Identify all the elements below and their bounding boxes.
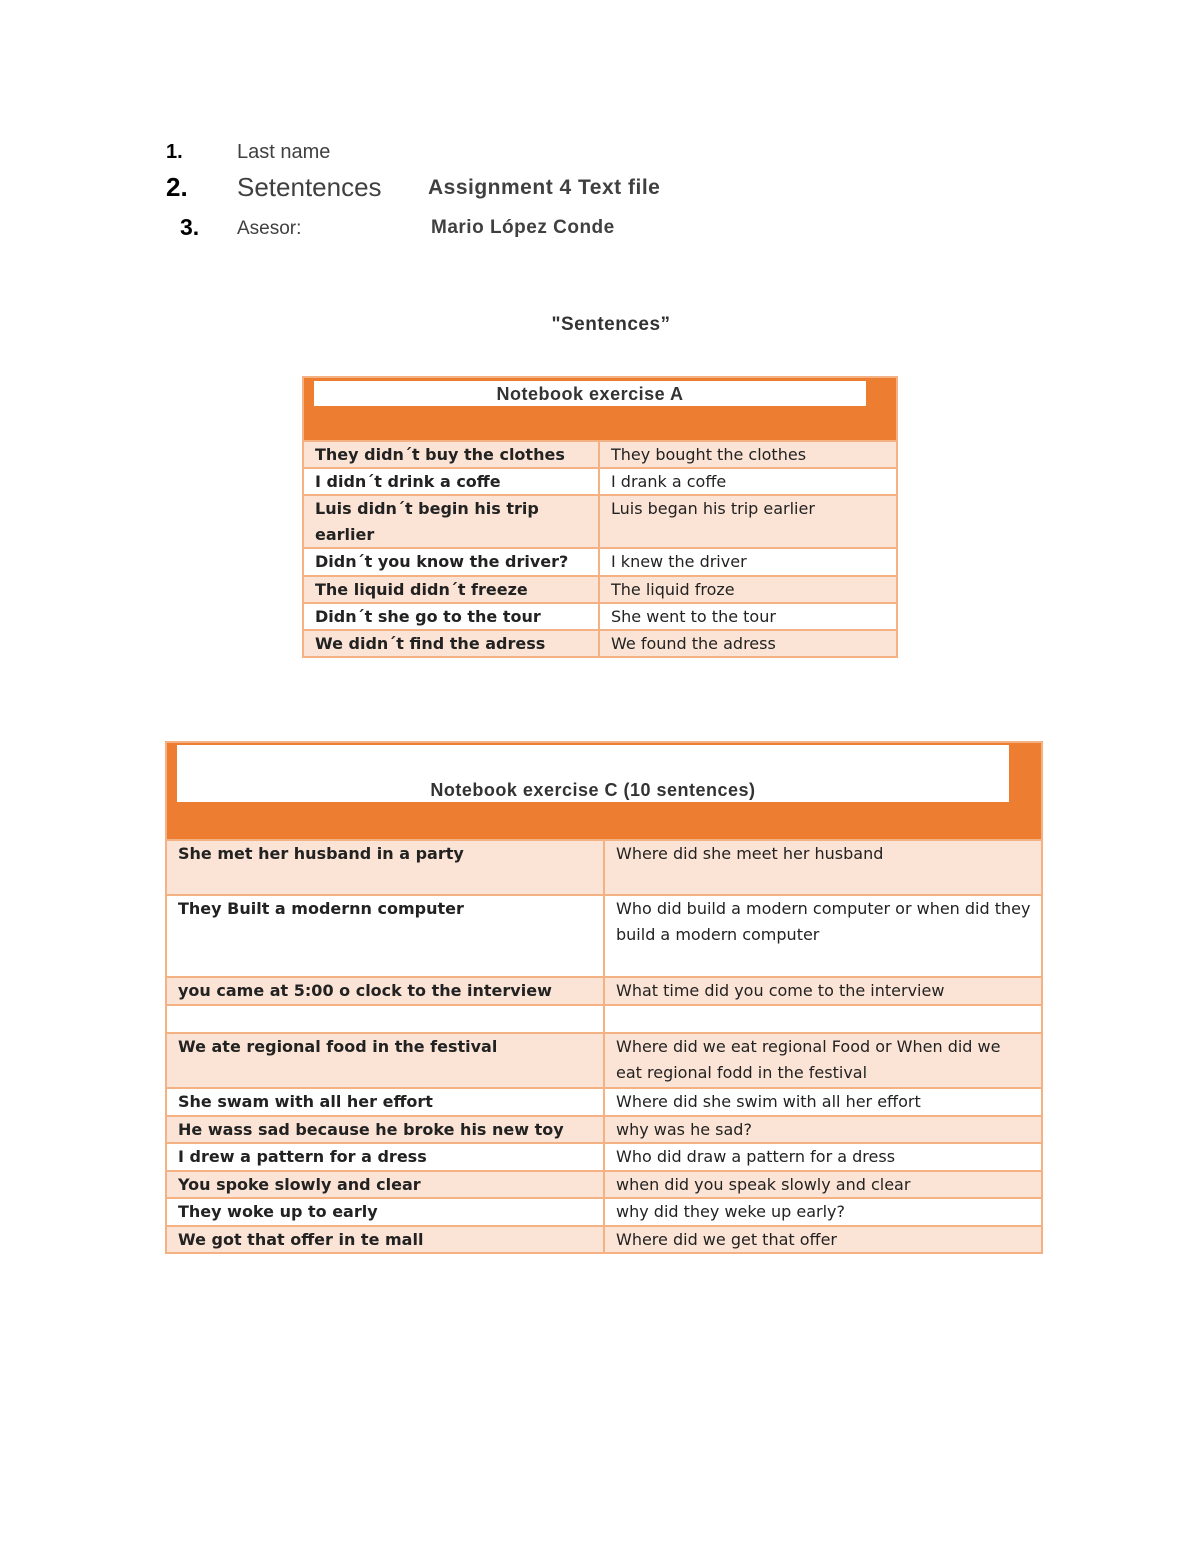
exercise-c-sentence-cell: He wass sad because he broke his new toy	[167, 1117, 605, 1142]
exercise-a-body	[304, 440, 896, 656]
exercise-a-sentence-cell: The liquid didn´t freeze	[304, 577, 600, 602]
exercise-c-sentence-cell: They woke up to early	[167, 1199, 605, 1225]
exercise-c-sentence-cell: I drew a pattern for a dress	[167, 1144, 605, 1170]
exercise-c-row	[167, 976, 1041, 1004]
exercise-c-row	[167, 1170, 1041, 1197]
exercise-a-row	[304, 494, 896, 547]
exercise-c-sentence-cell	[167, 1006, 605, 1032]
exercise-a-row	[304, 629, 896, 656]
exercise-c-answer-cell: why did they weke up early?	[616, 1202, 846, 1221]
exercise-a-sentence-cell: I didn´t drink a coffe	[304, 469, 600, 494]
exercise-a-row	[304, 440, 896, 467]
exercise-c-row	[167, 1087, 1041, 1115]
exercise-c-sentence-cell: They Built a modernn computer	[167, 896, 605, 976]
exercise-c-answer-cell: why was he sad?	[616, 1120, 752, 1139]
exercise-c-answer-cell: Who did build a modern computer or when did they build a modern computer	[616, 899, 1031, 944]
exercise-c-sentence-cell: She swam with all her effort	[167, 1089, 605, 1115]
exercise-c-row	[167, 1004, 1041, 1032]
exercise-c-heading: Notebook exercise C (10 sentences)	[177, 745, 1009, 802]
exercise-c-row	[167, 839, 1041, 894]
exercise-c-row	[167, 1032, 1041, 1087]
exercise-a-heading: Notebook exercise A	[314, 381, 866, 406]
exercise-c-body	[167, 839, 1041, 1252]
exercise-c-sentence-cell: you came at 5:00 o clock to the interview	[167, 978, 605, 1004]
last-name-label: Last name	[237, 141, 331, 163]
exercise-c-row	[167, 1115, 1041, 1142]
exercise-a-row	[304, 547, 896, 575]
exercise-c-sentence-cell: We got that offer in te mall	[167, 1227, 605, 1252]
exercise-c-answer-cell: Where did we eat regional Food or When did we eat regional fodd in the festival	[616, 1037, 1001, 1082]
list-number-3: 3.	[180, 214, 200, 240]
exercise-c-header	[167, 743, 1041, 839]
exercise-c-answer-cell: What time did you come to the interview	[616, 981, 945, 1000]
exercise-a-row	[304, 467, 896, 494]
exercise-a-row	[304, 575, 896, 602]
exercise-c-answer-cell	[605, 1006, 1041, 1032]
exercise-c-row	[167, 1142, 1041, 1170]
exercise-a-sentence-cell: Didn´t you know the driver?	[304, 549, 600, 575]
exercise-a-answer-cell: I drank a coffe	[611, 472, 727, 491]
exercise-a-answer-cell: Luis began his trip earlier	[611, 499, 815, 518]
exercise-c-answer-cell: Where did she meet her husband	[616, 844, 884, 863]
exercise-c-table	[165, 741, 1043, 1254]
exercise-c-row	[167, 1197, 1041, 1225]
list-number-2: 2.	[166, 172, 188, 202]
exercise-c-answer-cell: Where did we get that offer	[616, 1230, 837, 1249]
assignment-value: Assignment 4 Text file	[428, 176, 661, 199]
exercise-a-answer-cell: We found the adress	[611, 634, 776, 653]
advisor-value: Mario López Conde	[431, 217, 615, 238]
advisor-label: Asesor:	[237, 218, 302, 239]
exercise-c-sentence-cell: She met her husband in a party	[167, 841, 605, 894]
exercise-a-answer-cell: She went to the tour	[611, 607, 776, 626]
exercise-a-sentence-cell: Luis didn´t begin his trip earlier	[304, 496, 600, 547]
exercise-c-row	[167, 894, 1041, 976]
exercise-a-answer-cell: They bought the clothes	[611, 445, 807, 464]
exercise-a-sentence-cell: We didn´t find the adress	[304, 631, 600, 656]
exercise-c-sentence-cell: You spoke slowly and clear	[167, 1172, 605, 1197]
exercise-a-answer-cell: The liquid froze	[611, 580, 735, 599]
exercise-a-sentence-cell: They didn´t buy the clothes	[304, 442, 600, 467]
list-number-1: 1.	[166, 141, 183, 163]
exercise-a-row	[304, 602, 896, 629]
subject-label: Setentences	[237, 172, 382, 202]
exercise-a-answer-cell: I knew the driver	[611, 552, 747, 571]
exercise-c-row	[167, 1225, 1041, 1252]
exercise-a-header	[304, 378, 896, 440]
exercise-c-answer-cell: Where did she swim with all her effort	[616, 1092, 921, 1111]
exercise-c-sentence-cell: We ate regional food in the festival	[167, 1034, 605, 1087]
exercise-a-table	[302, 376, 898, 658]
exercise-a-sentence-cell: Didn´t she go to the tour	[304, 604, 600, 629]
document-title: "Sentences”	[551, 314, 671, 335]
exercise-c-answer-cell: Who did draw a pattern for a dress	[616, 1147, 896, 1166]
exercise-c-answer-cell: when did you speak slowly and clear	[616, 1175, 911, 1194]
